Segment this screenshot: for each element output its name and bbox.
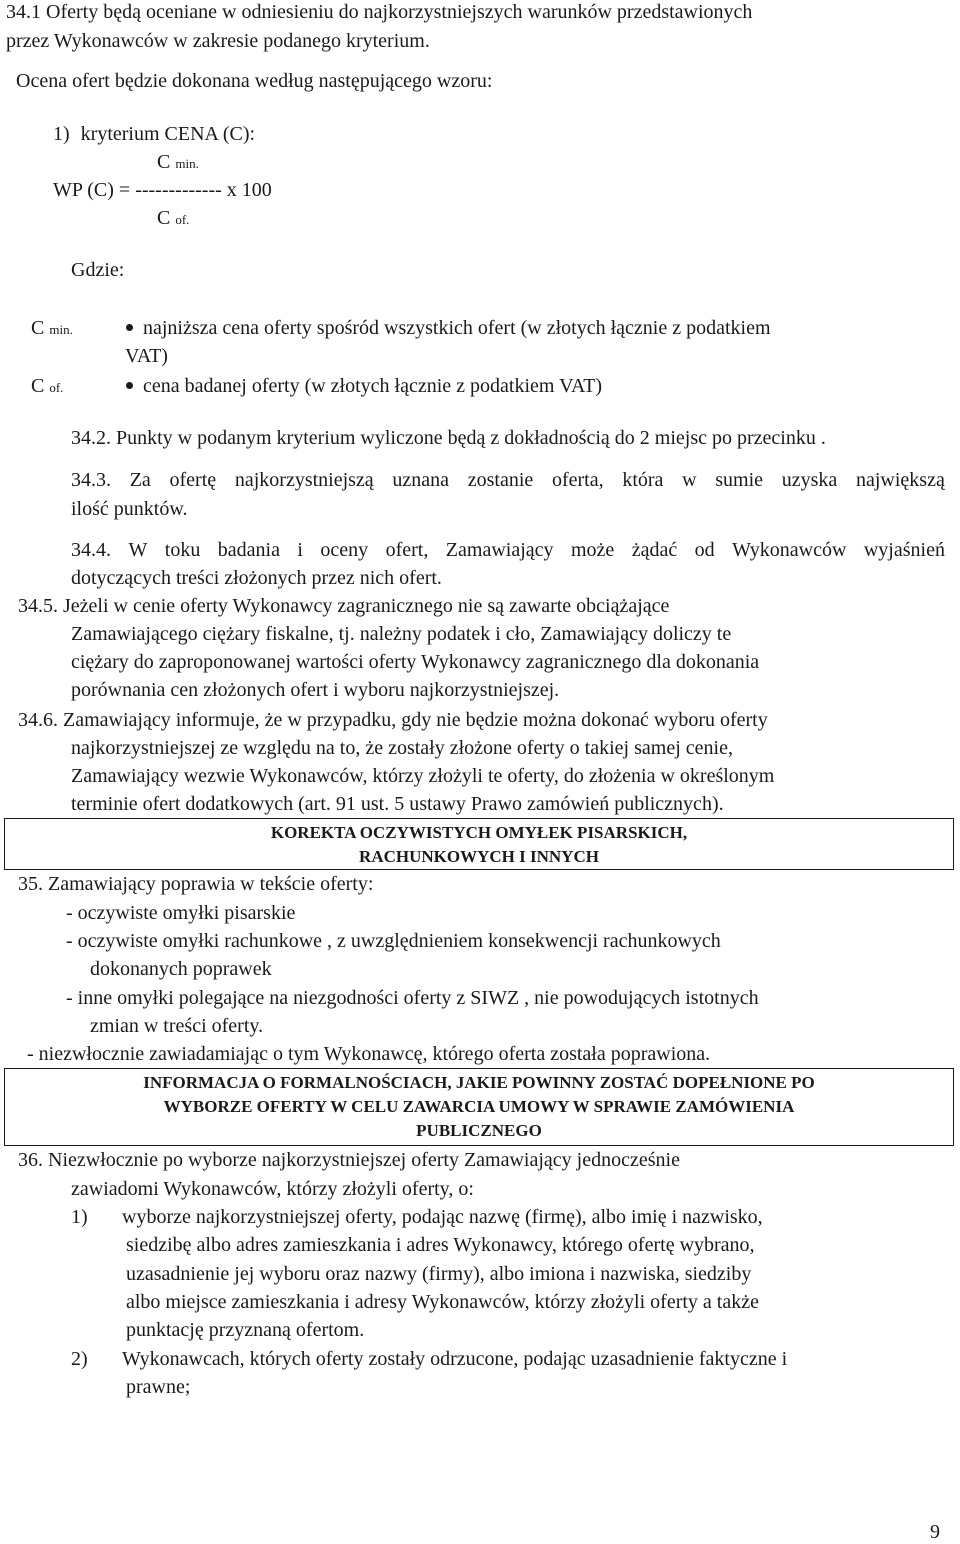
- word: badania: [217, 539, 280, 561]
- p36-item1-line5: punktację przyznaną ofertom.: [126, 1319, 365, 1341]
- word: od: [694, 539, 715, 561]
- word: uzyska: [781, 469, 838, 491]
- p34-6-line4: terminie ofert dodatkowych (art. 91 ust. 5 ustawy Prawo zamówień publicznych).: [71, 793, 724, 815]
- p34-1-line3: Ocena ofert będzie dokonana według następującego wzoru:: [16, 70, 493, 92]
- page-number: 9: [930, 1521, 940, 1543]
- p35-item2-line1: - oczywiste omyłki rachunkowe , z uwzględnieniem konsekwencji rachunkowych: [66, 930, 721, 952]
- gdzie-label: Gdzie:: [71, 259, 125, 281]
- p36-item1-line4: albo miejsce zamieszkania i adresy Wykonawców, którzy złożyli oferty a także: [126, 1291, 759, 1313]
- legend-cmin-symbol: C min.: [31, 317, 73, 339]
- formula-lhs: WP (C) = ------------- x 100: [53, 179, 272, 201]
- word: Za: [129, 469, 151, 491]
- p34-5-line4: porównania cen złożonych ofert i wyboru najkorzystniejszej.: [71, 679, 560, 701]
- p36-item1-line3: uzasadnienie jej wyboru oraz nazwy (firmy), albo imiona i nazwiska, siedziby: [126, 1263, 752, 1285]
- word: w: [682, 469, 697, 491]
- word: oferta,: [551, 469, 604, 491]
- p36-item1-line2: siedzibę albo adres zamieszkania i adres Wykonawcy, którego ofertę wybrano,: [126, 1234, 755, 1256]
- p36-line2: zawiadomi Wykonawców, którzy złożyli oferty, o:: [71, 1178, 474, 1200]
- p34-3-line1: [71, 468, 945, 492]
- p36-item1-line1: wyborze najkorzystniejszej oferty, podając nazwę (firmę), albo imię i nazwisko,: [122, 1206, 763, 1228]
- p34-2: 34.2. Punkty w podanym kryterium wyliczone będą z dokładnością do 2 miejsc po przecinku .: [71, 427, 826, 449]
- paragraph-number: 34.4.: [71, 539, 111, 561]
- legend-cmin-desc-2: VAT): [125, 345, 168, 367]
- word: uznana: [392, 469, 450, 491]
- bullet-icon: [126, 324, 133, 331]
- word: ofert,: [385, 539, 429, 561]
- p36-item2-num: 2): [71, 1348, 88, 1370]
- p35-item1: - oczywiste omyłki pisarskie: [66, 902, 296, 924]
- p36-item2-line1: Wykonawcach, których oferty zostały odrzucone, podając uzasadnienie faktyczne i: [122, 1348, 788, 1370]
- formula-criterion: kryterium CENA (C):: [80, 123, 256, 145]
- legend-cmin-desc: najniższa cena oferty spośród wszystkich ofert (w złotych łącznie z podatkiem: [126, 316, 771, 340]
- formula-criterion-line: [53, 122, 255, 146]
- p35-item2-line2: dokonanych poprawek: [90, 958, 272, 980]
- p36-line1: 36. Niezwłocznie po wyborze najkorzystniejszej oferty Zamawiający jednocześnie: [18, 1149, 680, 1171]
- p34-4-line2: dotyczących treści złożonych przez nich ofert.: [71, 567, 442, 589]
- word: Zamawiający: [445, 539, 554, 561]
- p34-6-line3: Zamawiający wezwie Wykonawców, którzy złożyli te oferty, do złożenia w określonym: [71, 765, 775, 787]
- formula-number: 1): [53, 123, 70, 145]
- word: ofertę: [169, 469, 217, 491]
- word: może: [570, 539, 615, 561]
- word: największą: [856, 469, 945, 491]
- p36-item1-num: 1): [71, 1206, 88, 1228]
- p35-item4: - niezwłocznie zawiadamiając o tym Wykonawcę, którego oferta została poprawiona.: [27, 1043, 711, 1065]
- section-heading-korekta: KOREKTA OCZYWISTYCH OMYŁEK PISARSKICH, RACHUNKOWYCH I INNYCH: [4, 818, 954, 870]
- p34-5-line3: ciężary do zaproponowanej wartości oferty Wykonawcy zagranicznego dla dokonania: [71, 651, 760, 673]
- word: zostanie: [467, 469, 534, 491]
- p36-item2-line2: prawne;: [126, 1376, 191, 1398]
- formula-numerator: C min.: [157, 151, 199, 173]
- p35-item3-line1: - inne omyłki polegające na niezgodności oferty z SIWZ , nie powodujących istotnych: [66, 987, 759, 1009]
- p34-6-line2: najkorzystniejszej ze względu na to, że zostały złożone oferty o takiej samej cenie,: [71, 737, 733, 759]
- word: sumie: [715, 469, 764, 491]
- p34-4-line1: [71, 538, 945, 562]
- word: toku: [164, 539, 201, 561]
- p34-6-line1: 34.6. Zamawiający informuje, że w przypadku, gdy nie będzie można dokonać wyboru oferty: [18, 709, 768, 731]
- word: żądać: [631, 539, 678, 561]
- paragraph-number: 34.3.: [71, 469, 111, 491]
- p35-item3-line2: zmian w treści oferty.: [90, 1015, 264, 1037]
- formula-denominator: C of.: [157, 207, 190, 229]
- p34-5-line1: 34.5. Jeżeli w cenie oferty Wykonawcy zagranicznego nie są zawarte obciążające: [18, 595, 670, 617]
- word: najkorzystniejszą: [234, 469, 374, 491]
- legend-cof-desc: cena badanej oferty (w złotych łącznie z podatkiem VAT): [126, 374, 602, 398]
- p34-5-line2: Zamawiającego ciężary fiskalne, tj. należny podatek i cło, Zamawiający doliczy te: [71, 623, 732, 645]
- word: oceny: [320, 539, 369, 561]
- word: Wykonawców: [732, 539, 847, 561]
- p34-3-line2: ilość punktów.: [71, 498, 188, 520]
- legend-cof-symbol: C of.: [31, 375, 64, 397]
- word: wyjaśnień: [863, 539, 945, 561]
- p35-line1: 35. Zamawiający poprawia w tekście oferty:: [18, 873, 374, 895]
- bullet-icon: [126, 382, 133, 389]
- word: W: [128, 539, 148, 561]
- word: i: [297, 539, 303, 561]
- section-heading-informacja: INFORMACJA O FORMALNOŚCIACH, JAKIE POWINNY ZOSTAĆ DOPEŁNIONE PO WYBORZE OFERTY W CELU ZAWARCIA UMOWY W SPRAWIE ZAMÓWIENIA PUBLICZNEGO: [4, 1068, 954, 1146]
- word: która: [622, 469, 664, 491]
- p34-1-line1: 34.1 Oferty będą oceniane w odniesieniu do najkorzystniejszych warunków przedstawionych: [6, 1, 753, 23]
- p34-1-line2: przez Wykonawców w zakresie podanego kryterium.: [6, 30, 430, 52]
